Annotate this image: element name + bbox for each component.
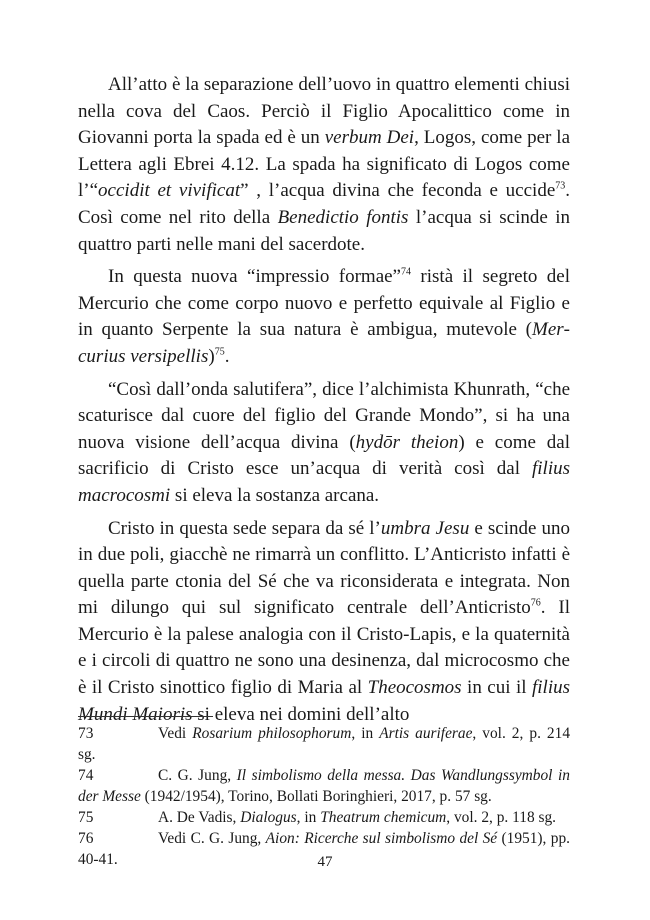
main-text — [78, 72, 570, 728]
footnote-reference: 74 — [401, 266, 411, 278]
footnote-reference: 75 — [214, 346, 225, 358]
footnote-text — [158, 809, 556, 826]
text-run: , Logos, come per la Lettera agli Ebrei 4.12. La spada ha significato di Logos come l’“ — [78, 127, 570, 202]
italic-text: Artis auriferae — [379, 725, 473, 742]
footnote-separator — [78, 716, 213, 717]
text-run: , vol. 2, p. 214 sg. — [78, 725, 571, 763]
text-run: si eleva la sostanza arcana. — [170, 484, 380, 506]
italic-text: Mercurius versipellis — [78, 319, 570, 367]
text-run: si eleva nei domini dell’alto — [192, 703, 410, 725]
italic-text: Benedictio fontis — [277, 206, 409, 228]
text-run: Cristo in questa sede separa da sé l’ — [108, 517, 381, 539]
text-run: ) e come dal sacrificio di Cristo esce un’acqua di verità così dal — [78, 431, 570, 480]
italic-text: Theatrum chemicum — [320, 809, 447, 826]
footnote-number: 75 — [78, 809, 94, 826]
footnote-reference: 73 — [555, 181, 566, 193]
italic-text: verbum Dei — [324, 127, 415, 149]
italic-text: occidit et vivificat — [98, 180, 241, 202]
text-run: Vedi C. G. Jung, — [158, 830, 266, 847]
text-run: l’acqua si scinde in quattro parti nelle mani del sacerdote. — [78, 206, 570, 255]
text-run: . — [224, 345, 230, 367]
text-run: ) — [208, 345, 215, 367]
text-run: e scinde uno in due poli, giacchè ne rimarrà un conflitto. L’Anticristo infatti è quella parte ctonia del Sé che va riconsiderata e integrata. Non mi dilungo qui sul significato centrale dell’Anticristo — [78, 517, 570, 619]
page-number: 47 — [317, 854, 333, 870]
text-run: . Il Mercurio è la palese analogia con il Cristo-Lapis, e la quaternità e i circoli di quattro ne sono una desinenza, dal microcosmo che è il Cristo sinottico figlio di Maria al — [78, 597, 571, 699]
paragraph — [78, 264, 570, 370]
text-run: “Così dall’onda salutifera”, dice l’alchimista Khunrath, “che scaturisce dal cuore del figlio del Grande Mondo”, si ha una nuova visione dell’acqua divina ( — [78, 378, 570, 453]
italic-text: filius macrocosmi — [78, 458, 570, 506]
italic-text: Aion: Ricerche sul simbolismo del Sé — [265, 830, 498, 847]
footnote — [78, 765, 570, 807]
paragraph — [78, 377, 570, 510]
footnote-number: 76 — [78, 830, 94, 847]
italic-text: Theocosmos — [367, 677, 462, 699]
text-run: ristà il segreto del Mercurio che come corpo nuovo e perfetto equivale al Figlio e in quanto Serpente la sua natura è ambigua, mutevole ( — [78, 266, 570, 341]
text-run: , in — [351, 725, 380, 742]
footnote-number: 74 — [78, 767, 94, 784]
text-run: (1942/1954), Torino, Bollati Boringhieri, 2017, p. 57 sg. — [140, 788, 492, 805]
text-run: All’atto è la separazione dell’uovo in quattro elementi chiusi nella cova del Caos. Perciò il Figlio Apocalittico come in Giovanni porta la spada ed è un — [78, 74, 570, 149]
footnote — [78, 723, 570, 765]
footnote — [78, 807, 570, 828]
italic-text: Il simbolismo della messa. Das Wandlungssymbol in der Messe — [78, 767, 570, 805]
text-run: . Così come nel rito della — [78, 180, 570, 228]
italic-text: Dialogus — [240, 809, 297, 826]
text-run: (1951), pp. 40-41. — [78, 830, 570, 868]
italic-text: filius Mundi Maioris — [78, 677, 570, 725]
italic-text: Rosarium philosophorum — [192, 725, 352, 742]
text-run: , vol. 2, p. 118 sg. — [446, 809, 557, 826]
footnotes — [78, 723, 570, 870]
text-run: in cui il — [461, 677, 532, 699]
italic-text: hydōr theion — [355, 431, 459, 453]
text-run: In questa nuova “impressio formae” — [108, 266, 401, 288]
footnote-number: 73 — [78, 725, 94, 742]
italic-text: umbra Jesu — [380, 517, 470, 539]
paragraph — [78, 516, 570, 729]
text-run: Vedi — [158, 725, 193, 742]
text-run: ” , l’acqua divina che feconda e uccide — [240, 180, 556, 202]
footnote-reference: 76 — [530, 597, 541, 609]
paragraph — [78, 72, 570, 258]
text-run: A. De Vadis, — [158, 809, 241, 826]
text-run: C. G. Jung, — [158, 767, 237, 784]
text-run: , in — [296, 809, 321, 826]
